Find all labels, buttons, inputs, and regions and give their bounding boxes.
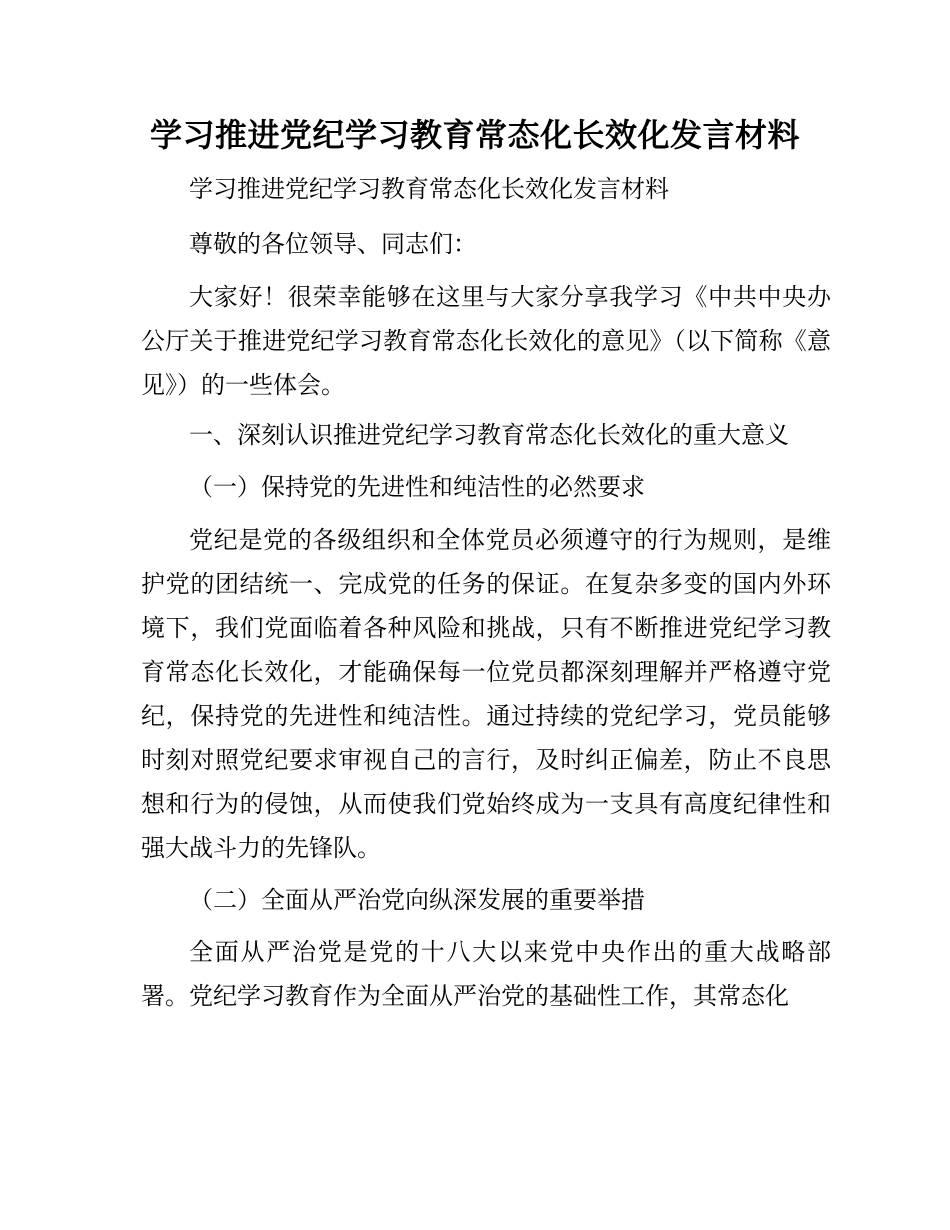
subtitle-paragraph: 学习推进党纪学习教育常态化长效化发言材料: [189, 175, 669, 203]
subsection-heading-2: （二）全面从严治党向纵深发展的重要举措: [189, 886, 645, 914]
opening-paragraph: 大家好！很荣幸能够在这里与大家分享我学习《中共中央办公厅关于推进党纪学习教育常态化长效化的意见》（以下简称《意见》）的一些体会。: [141, 283, 831, 399]
body-paragraph-2: 全面从严治党是党的十八大以来党中央作出的重大战略部署。党纪学习教育作为全面从严治党的基础性工作，其常态化: [141, 938, 831, 1010]
document-title: 学习推进党纪学习教育常态化长效化发言材料: [149, 116, 800, 154]
section-heading-1: 一、深刻认识推进党纪学习教育常态化长效化的重大意义: [189, 421, 789, 449]
salutation-paragraph: 尊敬的各位领导、同志们：: [189, 230, 477, 258]
subsection-heading-1: （一）保持党的先进性和纯洁性的必然要求: [189, 473, 645, 501]
body-paragraph-1: 党纪是党的各级组织和全体党员必须遵守的行为规则，是维护党的团结统一、完成党的任务的保证。在复杂多变的国内外环境下，我们党面临着各种风险和挑战，只有不断推进党纪学习教育常态化长效化，才能确保每一位党员都深刻理解并严格遵守党纪，保持党的先进性和纯洁性。通过持续的党纪学习，党员能够时刻对照党纪要求审视自己的言行，及时纠正偏差，防止不良思想和行为的侵蚀，从而使我们党始终成为一支具有高度纪律性和强大战斗力的先锋队。: [141, 526, 831, 862]
